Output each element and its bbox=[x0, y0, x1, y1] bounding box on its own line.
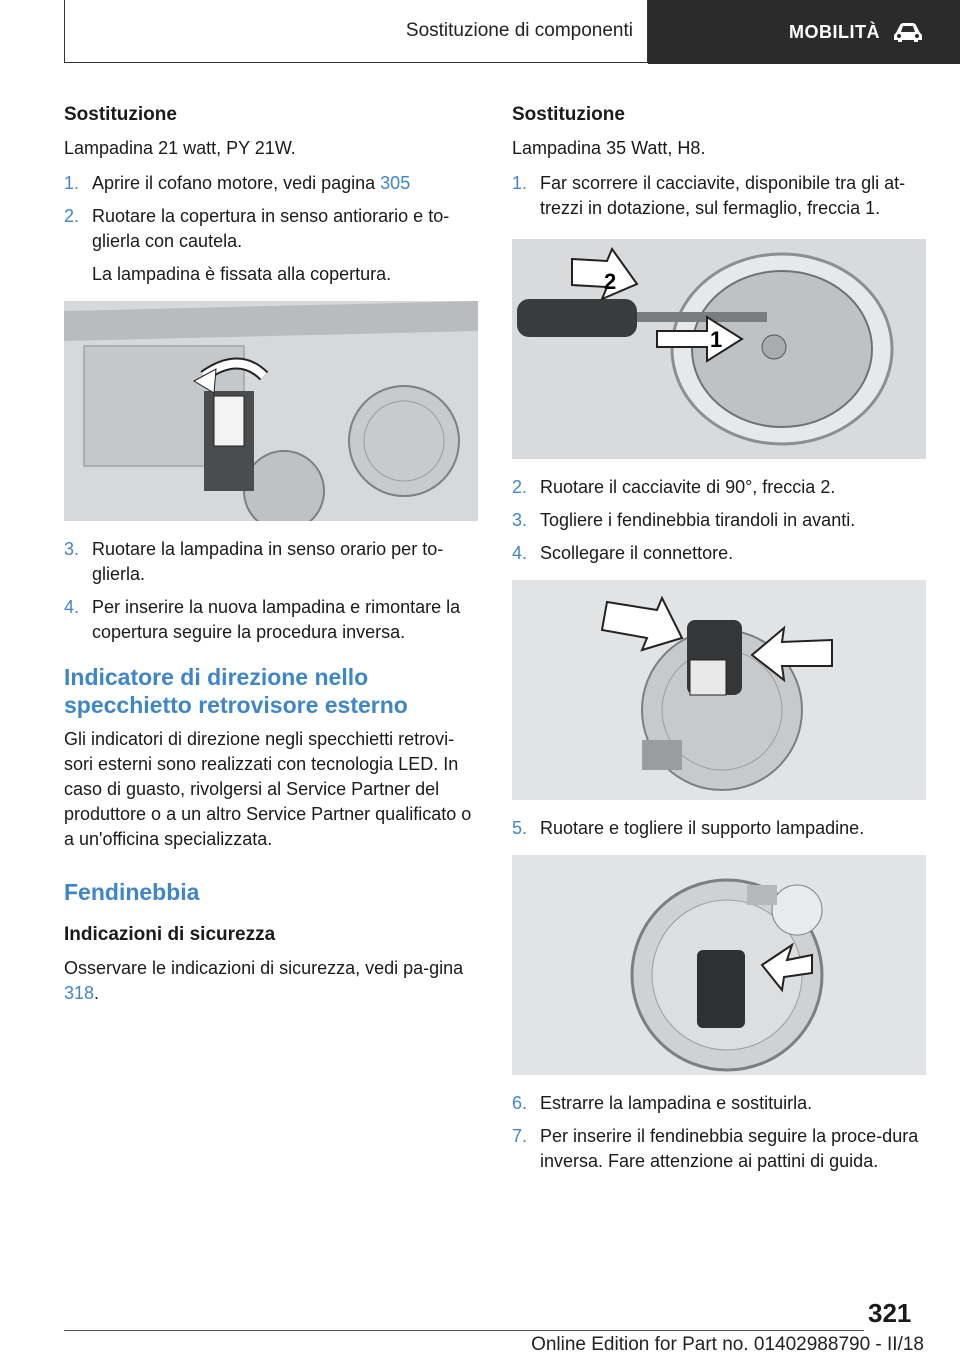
engine-bay-illustration bbox=[64, 301, 478, 521]
step-list bbox=[512, 171, 926, 221]
step-text: Estrarre la lampadina e sostituirla. bbox=[540, 1093, 813, 1113]
step-list bbox=[512, 1091, 926, 1174]
step-text: Ruotare la lampadina in senso orario per to-glierla. bbox=[92, 539, 444, 584]
section-heading-fog-lights: Fendinebbia bbox=[64, 879, 200, 905]
footer-divider bbox=[64, 1330, 864, 1331]
screwdriver-figure bbox=[512, 239, 926, 459]
step-number: 1. bbox=[64, 173, 80, 193]
list-item bbox=[512, 1091, 926, 1116]
step-text: Per inserire la nuova lampadina e rimontare la copertura seguire la procedura inversa. bbox=[92, 597, 461, 642]
step-text: Togliere i fendinebbia tirandoli in avanti. bbox=[540, 510, 856, 530]
connector-illustration bbox=[512, 580, 926, 800]
left-column bbox=[64, 104, 478, 1016]
step-number: 2. bbox=[64, 206, 80, 226]
arrow-label-1: 1 bbox=[710, 327, 723, 352]
step-number: 1. bbox=[512, 173, 528, 193]
list-item bbox=[512, 171, 926, 221]
step-number: 6. bbox=[512, 1093, 528, 1113]
list-item bbox=[64, 537, 478, 587]
step-list bbox=[512, 816, 926, 841]
screwdriver-illustration bbox=[512, 239, 926, 459]
step-text: Scollegare il connettore. bbox=[540, 543, 734, 563]
step-text: Ruotare il cacciavite di 90°, freccia 2. bbox=[540, 477, 836, 497]
step-list bbox=[64, 171, 478, 254]
list-item bbox=[64, 204, 478, 254]
list-item bbox=[512, 816, 926, 841]
arrow-label-2: 2 bbox=[604, 269, 617, 294]
step-text: Ruotare la copertura in senso antiorario e to-glierla con cautela. bbox=[92, 206, 450, 251]
safety-text: Osservare le indicazioni di sicurezza, vedi pa-gina 318. bbox=[64, 958, 464, 1003]
bulb-holder-figure bbox=[512, 855, 926, 1075]
page-link[interactable]: 318 bbox=[64, 983, 95, 1003]
edition-footer: Online Edition for Part no. 01402988790 - II/18 bbox=[531, 1334, 924, 1355]
engine-bay-figure bbox=[64, 301, 478, 521]
page-number: 321 bbox=[868, 1298, 912, 1328]
heading-replacement: Sostituzione bbox=[512, 104, 625, 125]
bulb-spec: Lampadina 35 Watt, H8. bbox=[512, 138, 706, 158]
step-number: 5. bbox=[512, 818, 528, 838]
step-number: 3. bbox=[64, 539, 80, 559]
list-item bbox=[512, 541, 926, 566]
step-note: La lampadina è fissata alla copertura. bbox=[92, 264, 392, 284]
step-text: Far scorrere il cacciavite, disponibile tra gli at-trezzi in dotazione, sul fermaglio, freccia 1. bbox=[540, 173, 906, 218]
bulb-spec: Lampadina 21 watt, PY 21W. bbox=[64, 138, 296, 158]
chapter-tab bbox=[648, 0, 960, 64]
step-text: Ruotare e togliere il supporto lampadine. bbox=[540, 818, 865, 838]
step-list bbox=[512, 475, 926, 566]
list-item bbox=[512, 1124, 926, 1174]
list-item bbox=[64, 595, 478, 645]
bulb-holder-illustration bbox=[512, 855, 926, 1075]
list-item bbox=[512, 475, 926, 500]
safety-heading: Indicazioni di sicurezza bbox=[64, 924, 276, 945]
car-icon bbox=[892, 21, 924, 43]
page-header bbox=[64, 0, 960, 64]
step-number: 4. bbox=[512, 543, 528, 563]
list-item bbox=[64, 171, 478, 196]
turn-signal-text: Gli indicatori di direzione negli specchietti retrovi-sori esterni sono realizzati con tecnologia LED. In caso di guasto, rivolgersi al Service Partner del produttore o a un altro Service Partner qualificato o a un'officina specializzata. bbox=[64, 729, 472, 849]
step-number: 2. bbox=[512, 477, 528, 497]
section-heading-turn-signal: Indicatore di direzione nello specchietto retrovisore esterno bbox=[64, 664, 408, 718]
heading-replacement: Sostituzione bbox=[64, 104, 177, 125]
step-list bbox=[64, 537, 478, 645]
chapter-title: MOBILITÀ bbox=[789, 21, 880, 42]
step-text: Per inserire il fendinebbia seguire la proce-dura inversa. Fare attenzione ai pattini di guida. bbox=[540, 1126, 919, 1171]
step-number: 3. bbox=[512, 510, 528, 530]
connector-figure bbox=[512, 580, 926, 800]
list-item bbox=[512, 508, 926, 533]
page-link[interactable]: 305 bbox=[380, 173, 411, 193]
right-column bbox=[512, 104, 926, 1182]
step-text: Aprire il cofano motore, vedi pagina bbox=[92, 173, 381, 193]
step-number: 7. bbox=[512, 1126, 528, 1146]
step-number: 4. bbox=[64, 597, 80, 617]
section-title: Sostituzione di componenti bbox=[64, 0, 648, 63]
